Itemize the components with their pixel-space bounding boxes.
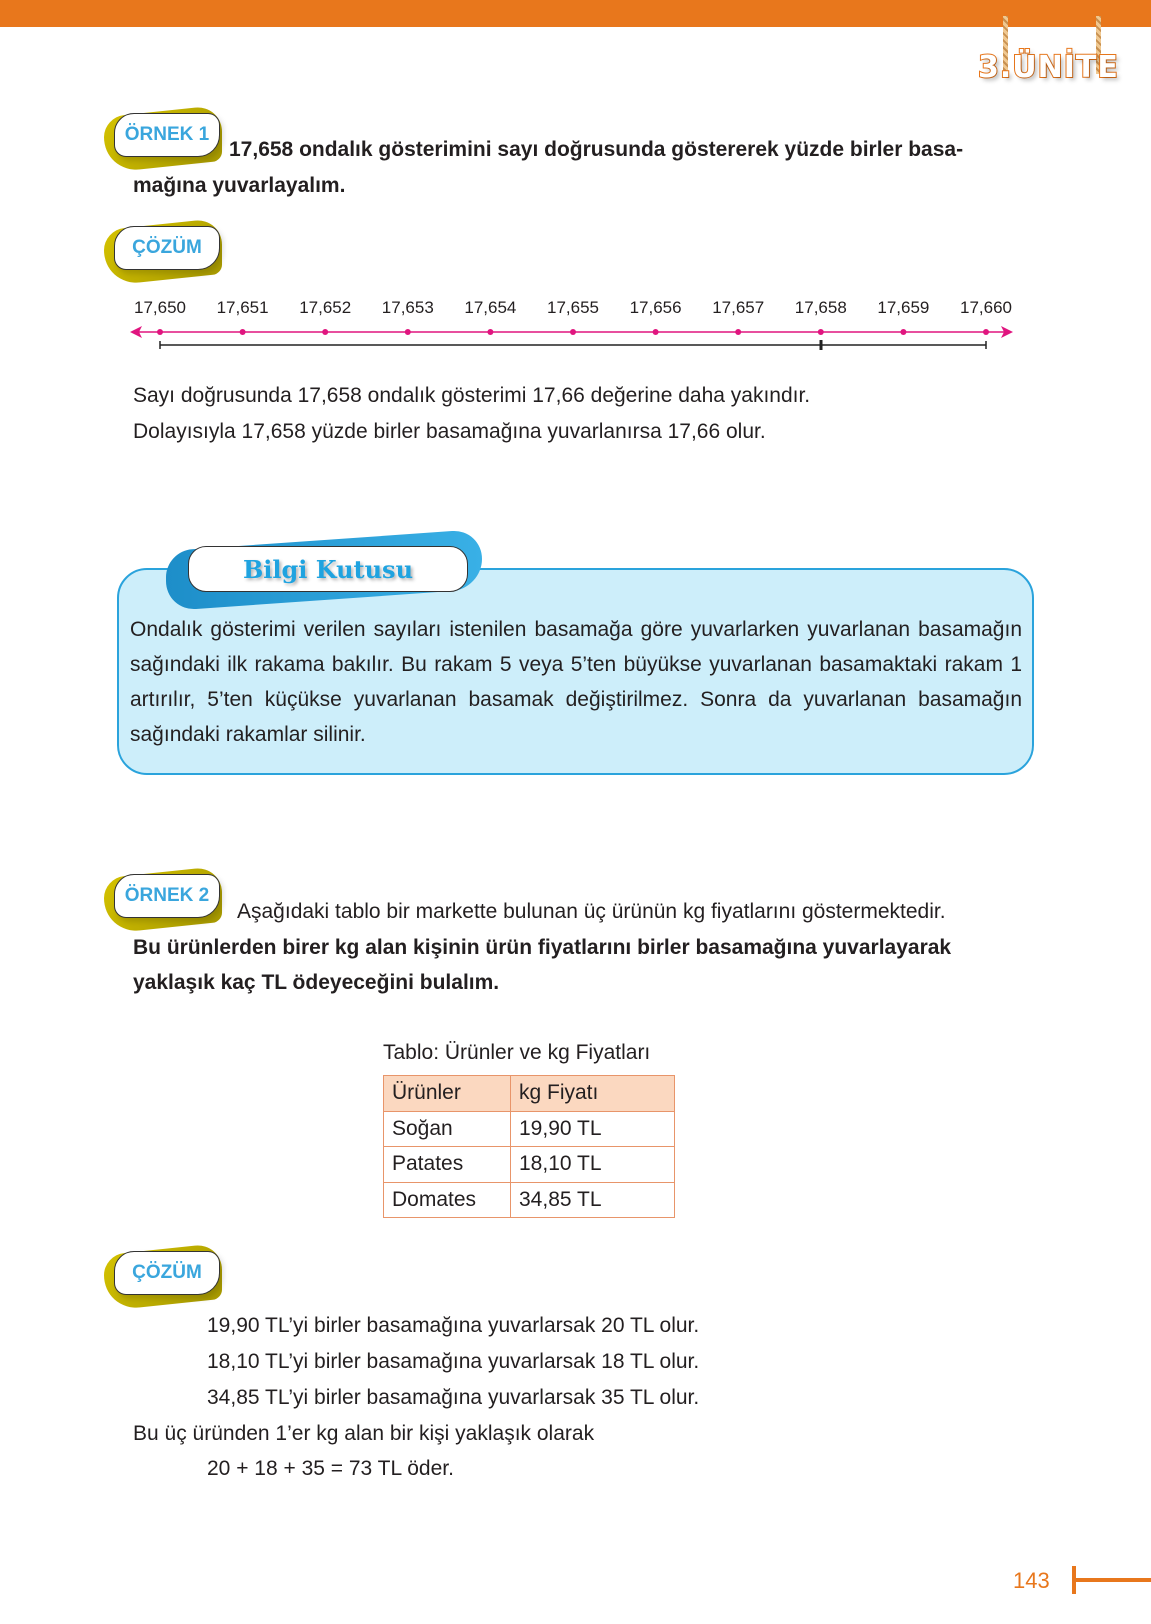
number-line — [0, 320, 1151, 360]
table-row — [384, 1182, 675, 1218]
number-line-label: 17,657 — [712, 298, 765, 317]
example2-question-line2: Bu ürünlerden birer kg alan kişinin ürün fiyatlarını birler basamağına yuvarlayarak — [133, 936, 952, 959]
solution2-badge: ÇÖZÜM — [104, 1245, 222, 1305]
number-line-label: 17,652 — [299, 298, 352, 317]
number-line-point-marked — [818, 329, 824, 335]
price-table — [383, 1075, 675, 1218]
unit-label: 3.ÜNİTE — [978, 50, 1119, 85]
number-line-label: 17,655 — [547, 298, 599, 317]
page-marker-horizontal — [1076, 1578, 1151, 1582]
number-line-point — [653, 329, 659, 335]
number-line-point — [570, 329, 576, 335]
info-box-title: Bilgi Kutusu — [188, 546, 468, 592]
table-row — [384, 1147, 675, 1183]
example1-question-line1: 17,658 ondalık gösterimini sayı doğrusunda göstererek yüzde birler basa- — [229, 138, 964, 161]
solution-line: 18,10 TL’yi birler basamağına yuvarlarsak 18 TL olur. — [207, 1350, 700, 1373]
number-line-point — [735, 329, 741, 335]
number-line-label: 17,651 — [216, 298, 269, 317]
example1-badge: ÖRNEK 1 — [104, 107, 222, 167]
table-cell: Domates — [384, 1182, 511, 1218]
table-cell: Soğan — [384, 1111, 511, 1147]
table-cell: 34,85 TL — [511, 1182, 675, 1218]
number-line-point — [157, 329, 163, 335]
number-line-point — [487, 329, 493, 335]
example2-question-line3: yaklaşık kaç TL ödeyeceğini bulalım. — [133, 971, 500, 994]
example2-badge: ÖRNEK 2 — [104, 868, 222, 928]
table-cell: 19,90 TL — [511, 1111, 675, 1147]
number-line-label: 17,653 — [381, 298, 434, 317]
table-header-cell: kg Fiyatı — [511, 1076, 675, 1112]
info-box-header — [166, 534, 482, 600]
solution1-badge: ÇÖZÜM — [104, 220, 222, 280]
example1-question-line2: mağına yuvarlayalım. — [133, 174, 346, 197]
table-cell: 18,10 TL — [511, 1147, 675, 1183]
unit-badge — [978, 16, 1118, 96]
explanation-line1: Sayı doğrusunda 17,658 ondalık gösterimi 17,66 değerine daha yakındır. — [133, 384, 811, 407]
number-line-label: 17,650 — [134, 298, 186, 317]
table-header-row — [384, 1076, 675, 1112]
table-header-cell: Ürünler — [384, 1076, 511, 1112]
table-row — [384, 1111, 675, 1147]
solution-total-line: 20 + 18 + 35 = 73 TL öder. — [207, 1457, 454, 1480]
number-line-label: 17,656 — [629, 298, 682, 317]
info-box-text: Ondalık gösterimi verilen sayıları istenilen basamağa göre yuvarlarken yuvarlanan basamağın sağındaki ilk rakama bakılır. Bu rakam 5 veya 5’ten büyükse yuvarlanan basamaktaki rakam 1 artırılır, 5’ten küçükse yuvarlanan basamak değiştirilmez. Sonra da yuvarlanan basamağın sağındaki rakamlar silinir. — [130, 618, 1022, 746]
table-caption: Tablo: Ürünler ve kg Fiyatları — [383, 1041, 651, 1064]
solution-line: Bu üç üründen 1’er kg alan bir kişi yaklaşık olarak — [133, 1422, 595, 1445]
page-number: 143 — [1013, 1568, 1050, 1593]
number-line-point — [900, 329, 906, 335]
table-cell: Patates — [384, 1147, 511, 1183]
number-line-point — [322, 329, 328, 335]
number-line-label: 17,658 — [794, 298, 847, 317]
number-line-point — [240, 329, 246, 335]
number-line-label: 17,654 — [464, 298, 517, 317]
explanation-line2: Dolayısıyla 17,658 yüzde birler basamağına yuvarlanırsa 17,66 olur. — [133, 420, 766, 443]
number-line-point — [983, 329, 989, 335]
number-line-point — [405, 329, 411, 335]
number-line-label: 17,659 — [877, 298, 930, 317]
number-line-label: 17,660 — [960, 298, 1012, 317]
solution-line: 34,85 TL’yi birler basamağına yuvarlarsak 35 TL olur. — [207, 1386, 700, 1409]
example2-question-line1: Aşağıdaki tablo bir markette bulunan üç ürünün kg fiyatlarını göstermektedir. — [237, 900, 946, 923]
solution-line: 19,90 TL’yi birler basamağına yuvarlarsak 20 TL olur. — [207, 1314, 700, 1337]
